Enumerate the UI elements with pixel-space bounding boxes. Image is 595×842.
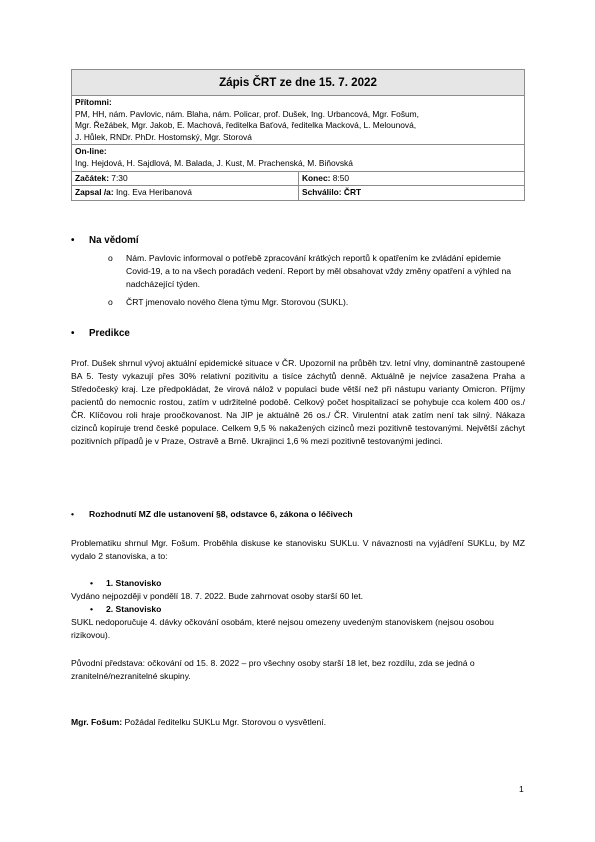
- attendees-line-3: J. Hůlek, RNDr. PhDr. Hostomský, Mgr. Storová: [75, 131, 252, 142]
- sub-bullet: o: [108, 297, 113, 307]
- bullet: •: [90, 604, 94, 614]
- heading-text: Na vědomí: [89, 235, 139, 246]
- closing-text: Požádal ředitelku SUKLu Mgr. Storovou o vysvětlení.: [122, 717, 327, 727]
- document-title: Zápis ČRT ze dne 15. 7. 2022: [72, 70, 525, 96]
- list-item: [108, 252, 526, 291]
- list-item: [108, 296, 526, 309]
- heading-text: Rozhodnutí MZ dle ustanovení §8, odstavce 6, zákona o léčivech: [89, 509, 353, 519]
- attendees-cell: [72, 96, 525, 145]
- rozhodnuti-paragraph: Problematiku shrnul Mgr. Fošum. Proběhla diskuse ke stanovisku SUKLu. V návaznosti na vyjádření SUKLu, by MZ vydalo 2 stanoviska, a to:: [71, 538, 525, 561]
- end-value: 8:50: [330, 172, 350, 183]
- start-cell: [72, 171, 299, 186]
- recorded-cell: [72, 186, 299, 201]
- bullet: •: [71, 235, 75, 246]
- stanoviska-block: [71, 577, 526, 683]
- attendees-label: Přítomni:: [75, 97, 112, 107]
- sub-bullet: o: [108, 253, 113, 263]
- start-value: 7:30: [108, 172, 128, 183]
- item-text: ČRT jmenovalo nového člena týmu Mgr. Storovou (SUKL).: [126, 297, 349, 307]
- online-label: On-line:: [75, 146, 107, 157]
- attendees-line-2: Mgr. Řežábek, Mgr. Jakob, E. Machová, ředitelka Baťová, ředitelka Macková, L. Melounová,: [75, 120, 417, 131]
- end-cell: [299, 171, 525, 186]
- stanovisko-2-heading: [90, 603, 526, 616]
- approved-value: ČRT: [341, 187, 362, 198]
- online-cell: [72, 145, 525, 171]
- start-label: Začátek:: [75, 172, 109, 183]
- recorded-value: Ing. Eva Heribanová: [113, 187, 192, 198]
- attendees-line-1: PM, HH, nám. Pavlovic, nám. Blaha, nám. Policar, prof. Dušek, Ing. Urbancová, Mgr. Fošum,: [75, 108, 419, 119]
- heading-text: Predikce: [89, 328, 130, 339]
- na-vedomi-list: [108, 252, 526, 309]
- online-line: Ing. Hejdová, H. Sajdlová, M. Balada, J. Kust, M. Prachenská, M. Biňovská: [75, 157, 353, 168]
- predikce-paragraph: Prof. Dušek shrnul vývoj aktuální epidemické situace v ČR. Upozornil na průběh tzv. letní vlny, dominantně zastoupené BA 5. Testy vykazují přes 30% relativní pozitivitu a tisíce záchytů denně. Aktuálně je nejvíce zasažena Praha a Středočeský kraj. Lze předpokládat, že virová nálož v populaci bude větší než při nástupu varianty Omicron. Příjmy pacientů do nemocnic rostou, zatím v udržitelné podobě. Celkový počet hospitalizací se pohybuje cca kolem 400 os./ ČR. Klíčovou roli hraje proočkovanost. Na JIP je aktuálně 26 os./ ČR. Virulentní atak zatím není tak silný. Nákaza cizinců kopíruje trend české populace. Celkem 9,5 % nakažených cizinců mezi pozitivně testovanými. Největší záchyt pozitivních případů je v Praze, Ostravě a Brně. Ukrajinci 1,6 % mezi pozitivně testovanými jedinci.: [71, 358, 525, 446]
- stanovisko-2-text: SUKL nedoporučuje 4. dávky očkování osobám, které nejsou omezeny uvedeným stanoviskem (nejsou osobou rizikovou).: [71, 617, 494, 640]
- page-number: 1: [519, 784, 524, 794]
- approved-cell: [299, 186, 525, 201]
- closing-line: [71, 716, 525, 729]
- bullet: •: [71, 509, 75, 519]
- heading-text: 2. Stanovisko: [106, 604, 162, 614]
- recorded-label: Zapsal /a:: [75, 187, 114, 198]
- closing-speaker: Mgr. Fošum:: [71, 717, 123, 727]
- stanovisko-1-text: Vydáno nejpozději v pondělí 18. 7. 2022. Bude zahrnovat osoby starší 60 let.: [71, 591, 364, 601]
- heading-text: 1. Stanovisko: [106, 578, 162, 588]
- original-idea-text: Původní představa: očkování od 15. 8. 2022 – pro všechny osoby starší 18 let, bez rozdílu, zda se jedná o zranitelné/nezranitelné skupiny.: [71, 658, 475, 681]
- item-text: Nám. Pavlovic informoval o potřebě zpracování krátkých reportů k opatřením ke zvládání epidemie Covid-19, a to na všech poradách vedení. Report by měl obsahovat vždy změny opatření a výhled na nadcházející týden.: [126, 253, 512, 289]
- bullet: •: [90, 578, 94, 588]
- approved-label: Schválilo:: [302, 187, 342, 198]
- stanovisko-1-heading: [90, 577, 526, 590]
- bullet: •: [71, 328, 75, 339]
- header-table: [71, 69, 525, 201]
- end-label: Konec:: [302, 172, 331, 183]
